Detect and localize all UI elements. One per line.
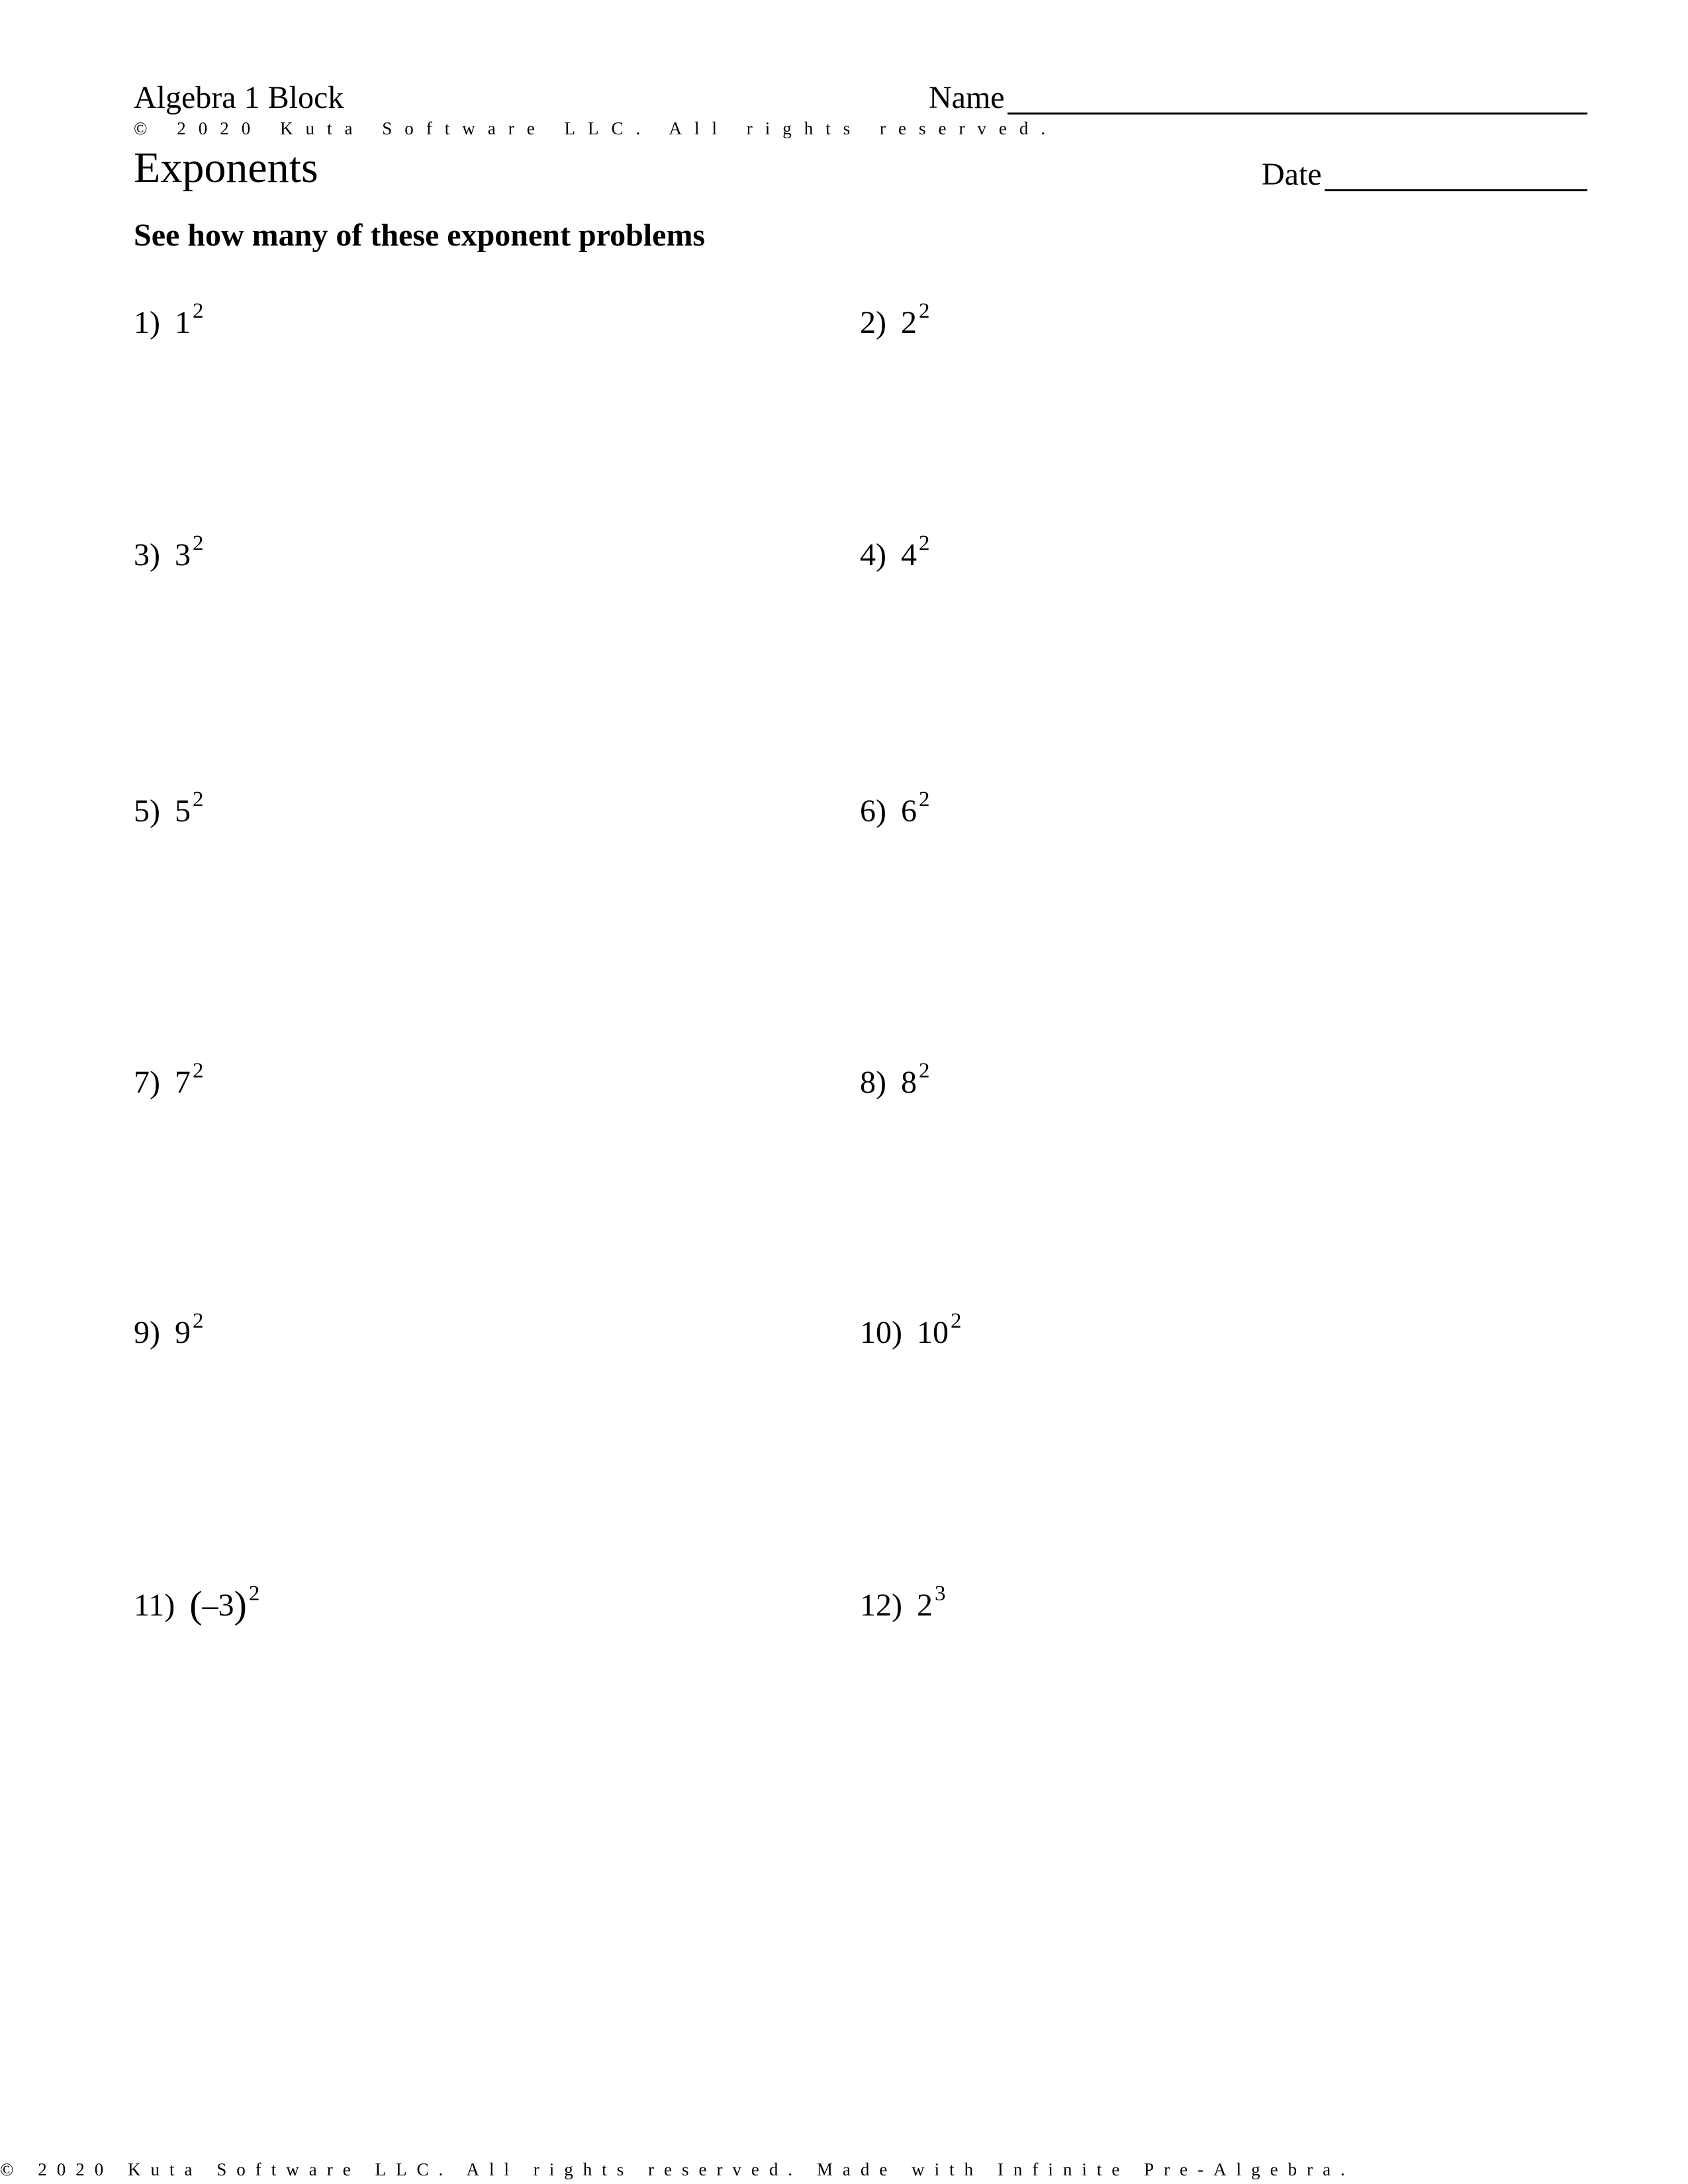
problem-exponent: 2 <box>918 299 930 323</box>
problem-7 <box>134 1051 203 1103</box>
problem-exponent: 2 <box>918 531 930 555</box>
problem-exponent: 2 <box>192 1309 204 1333</box>
problem-base: 10 <box>916 1315 949 1350</box>
problem-base: 7 <box>174 1065 191 1100</box>
problem-number: 5) <box>134 794 160 829</box>
problem-base: 4 <box>900 537 917 572</box>
problem-base: 6 <box>900 794 917 829</box>
problem-1 <box>134 291 203 343</box>
problem-12 <box>860 1574 945 1625</box>
problem-base: 8 <box>900 1065 917 1100</box>
problem-number: 6) <box>860 794 886 829</box>
problem-exponent: 2 <box>192 299 204 323</box>
problem-base: 2 <box>916 1588 933 1623</box>
problem-number: 9) <box>134 1315 160 1350</box>
copyright-footer: © 2020 Kuta Software LLC. All rights reserved. Made with Infinite Pre-Algebra. <box>0 2160 1355 2179</box>
problem-3 <box>134 523 203 575</box>
problem-base: 5 <box>174 794 191 829</box>
problem-exponent: 2 <box>918 788 930 811</box>
problem-number: 2) <box>860 305 886 340</box>
worksheet-title: Exponents <box>134 144 318 192</box>
problem-number: 1) <box>134 305 160 340</box>
date-field-line[interactable] <box>1325 189 1587 191</box>
problem-number: 7) <box>134 1065 160 1100</box>
problem-exponent: 2 <box>950 1309 962 1333</box>
date-label: Date <box>1262 157 1322 192</box>
problem-number: 8) <box>860 1065 886 1100</box>
problem-8 <box>860 1051 929 1103</box>
problem-5 <box>134 780 203 831</box>
name-field-line[interactable] <box>1008 113 1587 114</box>
problem-exponent: 2 <box>192 788 204 811</box>
problem-number: 3) <box>134 537 160 572</box>
problem-exponent: 2 <box>248 1582 260 1606</box>
problem-11 <box>134 1574 259 1625</box>
problem-9 <box>134 1301 203 1353</box>
problem-number: 12) <box>860 1588 902 1623</box>
problem-4 <box>860 523 929 575</box>
problem-number: 10) <box>860 1315 902 1350</box>
problem-exponent: 2 <box>918 1059 930 1083</box>
open-parenthesis: ( <box>189 1583 203 1626</box>
problem-exponent: 2 <box>192 1059 204 1083</box>
problem-base: 2 <box>900 305 917 340</box>
problem-number: 4) <box>860 537 886 572</box>
problem-base: 1 <box>174 305 191 340</box>
problem-base: 3 <box>174 537 191 572</box>
problem-exponent: 3 <box>934 1582 946 1606</box>
name-label: Name <box>929 80 1005 115</box>
course-heading: Algebra 1 Block <box>134 80 344 115</box>
problem-base: 9 <box>174 1315 191 1350</box>
instructions: See how many of these exponent problems <box>134 218 706 253</box>
problem-10 <box>860 1301 961 1353</box>
problem-number: 11) <box>134 1588 175 1623</box>
close-parenthesis: ) <box>234 1583 247 1626</box>
copyright-header: © 2020 Kuta Software LLC. All rights reserved. <box>134 118 1058 138</box>
problem-exponent: 2 <box>192 531 204 555</box>
problem-6 <box>860 780 929 831</box>
problem-base: –3 <box>202 1588 234 1623</box>
problem-2 <box>860 291 929 343</box>
